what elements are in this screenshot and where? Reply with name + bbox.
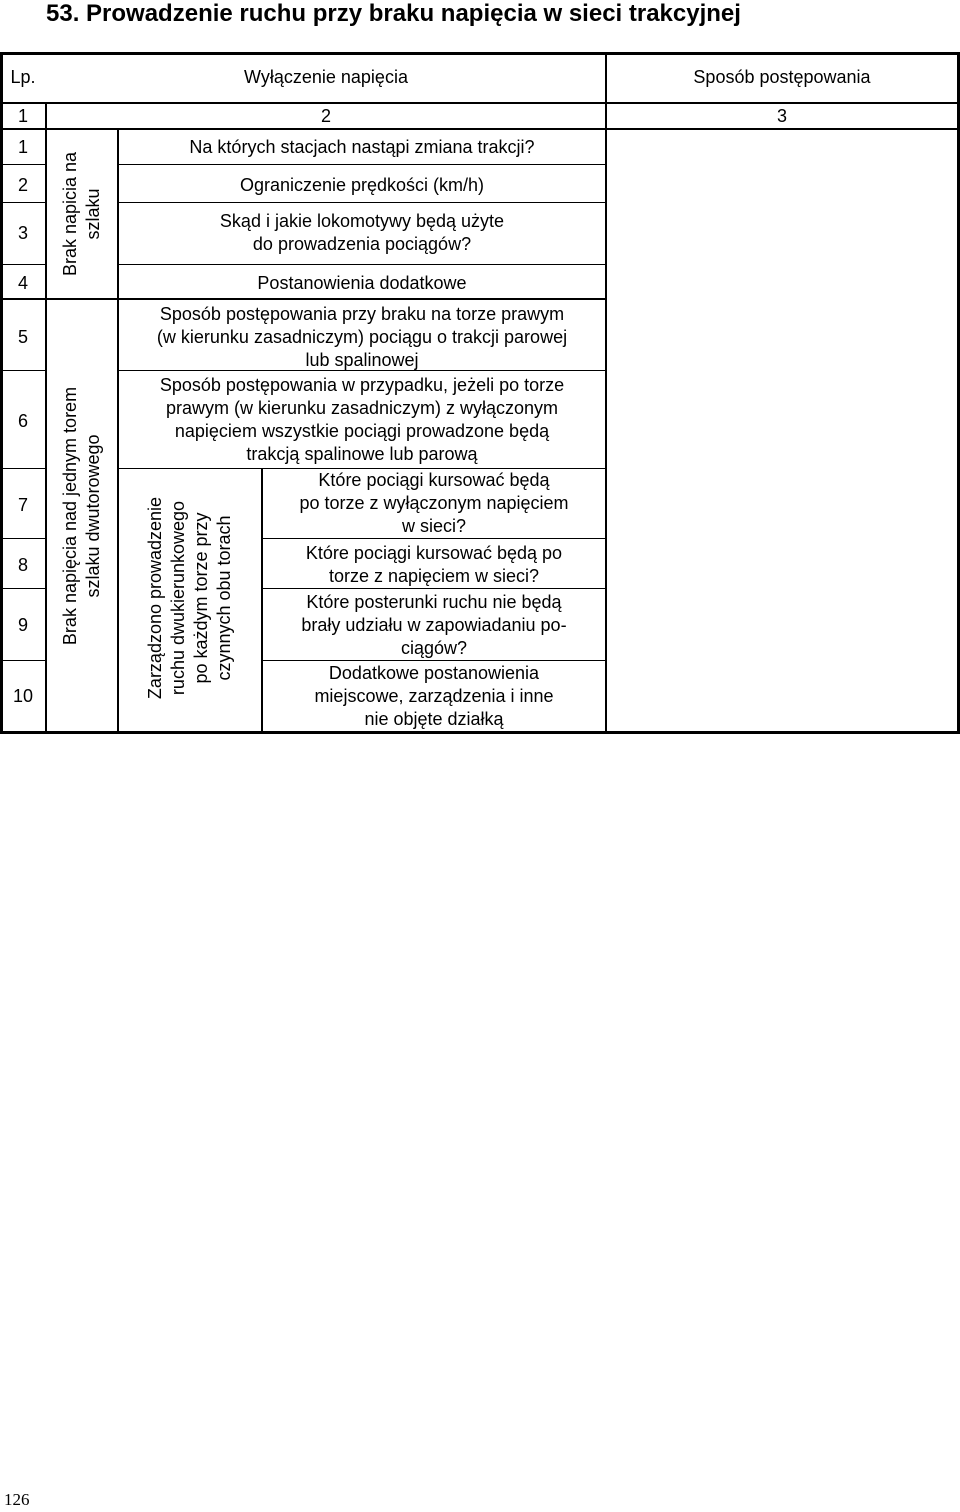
- group-label-line: Brak napicia na: [60, 151, 80, 277]
- lp-8: 8: [17, 555, 28, 575]
- line-row8: [0, 588, 46, 589]
- line-row2: [0, 202, 46, 203]
- row-1-text: [118, 136, 606, 159]
- row-9-text: [262, 591, 606, 660]
- group-label-line: po każdym torze przy: [191, 512, 211, 684]
- row-line: Które pociągi kursować będą: [318, 470, 550, 490]
- row-line: Które pociągi kursować będą po: [305, 543, 563, 563]
- row-line: miejscowe, zarządzenia i inne: [314, 686, 554, 706]
- row-line: w sieci?: [401, 516, 467, 536]
- row-line: Sposób postępowania w przypadku, jeżeli po torze: [159, 375, 565, 395]
- lp-4: 4: [17, 273, 28, 293]
- lp-9: 9: [17, 615, 28, 635]
- header-wylaczenie: Wyłączenie napięcia: [244, 67, 408, 87]
- group-label-line: szlaku dwutorowego: [83, 434, 103, 598]
- group-label-line: Brak napięcia nad jednym torem: [60, 386, 80, 646]
- row-8-text: [262, 542, 606, 588]
- group-label-line: Zarządzono prowadzenie: [145, 496, 165, 700]
- row-line: ciągów?: [400, 638, 468, 658]
- row-line: po torze z wyłączonym napięciem: [299, 493, 569, 513]
- row-2-text: [118, 174, 606, 197]
- row-line: (w kierunku zasadniczym) pociągu o trakcji parowej: [156, 327, 568, 347]
- lp-5: 5: [17, 327, 28, 347]
- group-label-brak-napiecia-szlaku: [59, 152, 105, 276]
- group-label-line: czynnych obu torach: [214, 515, 234, 681]
- row-line: napięciem wszystkie pociągi prowadzone będą: [174, 421, 550, 441]
- row-line: Sposób postępowania przy braku na torze prawym: [159, 304, 565, 324]
- lp-7: 7: [17, 495, 28, 515]
- colnum-2: 2: [320, 106, 331, 126]
- row-line: Dodatkowe postanowienia: [328, 663, 540, 683]
- row-line: brały udziału w zapowiadaniu po-: [301, 615, 567, 635]
- line-row2b: [118, 202, 606, 203]
- line-row6: [0, 468, 46, 469]
- line-row1: [0, 164, 46, 165]
- line-row4: [0, 298, 606, 300]
- line-row8b: [262, 588, 606, 589]
- header-sposob: Sposób postępowania: [693, 67, 871, 87]
- line-row7: [0, 538, 46, 539]
- row-line: lub spalinowej: [305, 350, 419, 370]
- row-line: torze z napięciem w sieci?: [328, 566, 540, 586]
- row-line: nie objęte działką: [364, 709, 504, 729]
- procedure-table: [0, 52, 960, 734]
- row-10-text: [262, 662, 606, 731]
- line-under-header: [0, 102, 960, 104]
- table-border-top: [0, 52, 960, 55]
- table-border-bottom: [0, 731, 960, 734]
- row-4-text: [118, 272, 606, 295]
- colnum-3: 3: [776, 106, 787, 126]
- group-label-line: szlaku: [83, 188, 103, 240]
- lp-3: 3: [17, 223, 28, 243]
- page-number: 126: [4, 1490, 30, 1509]
- row-line: Postanowienia dodatkowe: [257, 273, 467, 293]
- row-3-text: [118, 210, 606, 256]
- line-row9b: [262, 660, 606, 661]
- line-row3b: [118, 264, 606, 265]
- lp-1: 1: [17, 137, 28, 157]
- row-line: Skąd i jakie lokomotywy będą użyte: [219, 211, 505, 231]
- row-line: Ograniczenie prędkości (km/h): [239, 175, 485, 195]
- lp-10: 10: [12, 686, 34, 706]
- line-row9: [0, 660, 46, 661]
- lp-6: 6: [17, 411, 28, 431]
- line-row1b: [118, 164, 606, 165]
- lp-2: 2: [17, 175, 28, 195]
- row-line: do prowadzenia pociągów?: [252, 234, 472, 254]
- row-line: Na których stacjach nastąpi zmiana trakcji?: [189, 137, 535, 157]
- line-row5: [0, 370, 46, 371]
- group-label-ruch-dwukierunkowy: [144, 497, 236, 699]
- row-line: prawym (w kierunku zasadniczym) z wyłączonym: [165, 398, 559, 418]
- group-label-line: ruchu dwukierunkowego: [168, 500, 188, 696]
- row-line: trakcją spalinowe lub parową: [246, 444, 478, 464]
- group-label-brak-napiecia-jednym-torem: [59, 387, 105, 645]
- row-5-text: [118, 303, 606, 372]
- row-line: Które posterunki ruchu nie będą: [306, 592, 562, 612]
- colnum-1: 1: [17, 106, 28, 126]
- header-lp: Lp.: [10, 67, 36, 87]
- row-6-text: [118, 374, 606, 466]
- row-7-text: [262, 469, 606, 538]
- line-row3: [0, 264, 46, 265]
- line-under-colnums: [0, 128, 960, 130]
- page-title: 53. Prowadzenie ruchu przy braku napięcia w sieci trakcyjnej: [46, 0, 741, 27]
- line-row7b: [262, 538, 606, 539]
